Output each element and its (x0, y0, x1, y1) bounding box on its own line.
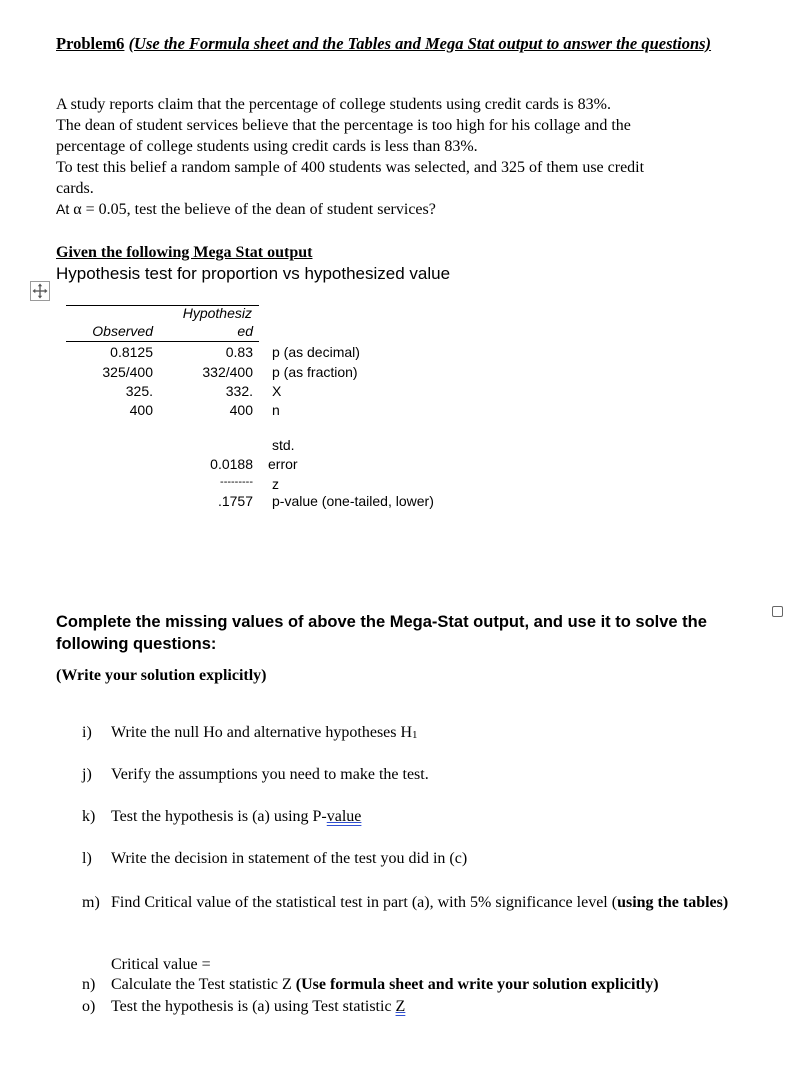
hypothesized-value: 400 (229, 402, 253, 418)
col-header-observed: Observed (92, 323, 153, 339)
observed-value: 325/400 (102, 364, 153, 380)
observed-value: 325. (125, 383, 153, 399)
row-label: p (as fraction) (272, 364, 358, 380)
question-text-bold: (Use formula sheet and write your solution explicitly) (295, 976, 659, 993)
col-header-hypothesized-cont: ed (237, 323, 253, 339)
question-j (82, 765, 762, 787)
critical-value-line: Critical value = (111, 956, 211, 973)
std-error-value: 0.0188 (210, 456, 253, 472)
question-text: Find Critical value of the statistical test in part (a), with 5% significance level ( (111, 894, 618, 911)
scenario-line: cards. (56, 180, 94, 197)
std-label-1: std. (272, 437, 295, 453)
question-label: j) (82, 766, 92, 783)
question-text-underlined: value (326, 808, 362, 825)
question-text: Verify the assumptions you need to make the test. (111, 766, 429, 783)
given-heading: Given the following Mega Stat output (56, 244, 313, 261)
alpha-text: α = 0.05, test the believe of the dean of student services? (73, 201, 436, 218)
question-text: Write the decision in statement of the test you did in (c) (111, 850, 468, 867)
question-text: Test the hypothesis is (a) using Test statistic (111, 998, 396, 1015)
row-label: n (272, 402, 280, 418)
question-text-underlined: Z (395, 998, 406, 1015)
question-m (82, 893, 772, 937)
scenario-paragraph (56, 94, 756, 199)
col-header-hypothesized: Hypothesiz (182, 305, 252, 321)
question-label: k) (82, 808, 96, 825)
question-n (82, 975, 772, 997)
row-label: X (272, 383, 282, 399)
question-k (82, 807, 762, 829)
question-l (82, 849, 762, 871)
write-instruction: (Write your solution explicitly) (56, 667, 267, 684)
question-i (82, 723, 762, 745)
question-label: n) (82, 976, 96, 993)
scenario-line: A study reports claim that the percentage of college students using credit cards is 83%. (56, 96, 611, 113)
complete-instruction: Complete the missing values of above the Mega-Stat output, and use it to solve the following questions: (56, 613, 707, 653)
problem-title (56, 34, 756, 53)
scenario-line: To test this belief a random sample of 400 students was selected, and 325 of them use credit (56, 159, 645, 176)
alpha-line (56, 201, 436, 219)
z-label: z (272, 476, 279, 492)
question-label: o) (82, 998, 96, 1015)
observed-value: 400 (129, 402, 153, 418)
question-o (82, 997, 772, 1019)
hypothesized-value: 332/400 (202, 364, 253, 380)
alpha-prefix: At (56, 201, 70, 217)
question-text: Calculate the Test statistic Z (111, 976, 296, 993)
observed-value: 0.8125 (110, 344, 153, 360)
question-label: m) (82, 894, 100, 911)
scenario-line: percentage of college students using credit cards is less than 83%. (56, 138, 478, 155)
question-text-bold: using the tables) (617, 894, 729, 911)
question-text: Write the null Ho and alternative hypotheses H (111, 724, 413, 741)
move-handle-icon[interactable] (30, 281, 50, 301)
scenario-line: The dean of student services believe that the percentage is too high for his collage and the (56, 117, 631, 134)
checkbox-icon[interactable] (772, 606, 783, 617)
z-value-blank: --------- (220, 476, 253, 488)
p-value: .1757 (217, 493, 253, 509)
question-label: i) (82, 724, 92, 741)
subscript: 1 (412, 729, 418, 741)
question-text: Test the hypothesis is (a) using P- (111, 808, 327, 825)
hypothesized-value: 0.83 (225, 344, 253, 360)
p-value-label: p-value (one-tailed, lower) (272, 493, 434, 509)
table-header-rule (66, 341, 259, 342)
question-label: l) (82, 850, 92, 867)
std-label-2: error (268, 456, 298, 472)
hypothesized-value: 332. (225, 383, 253, 399)
row-label: p (as decimal) (272, 344, 360, 360)
megastat-title: Hypothesis test for proportion vs hypothesized value (56, 264, 451, 283)
problem-note: (Use the Formula sheet and the Tables and Mega Stat output to answer the questions) (128, 34, 712, 53)
problem-label: Problem6 (56, 34, 125, 53)
